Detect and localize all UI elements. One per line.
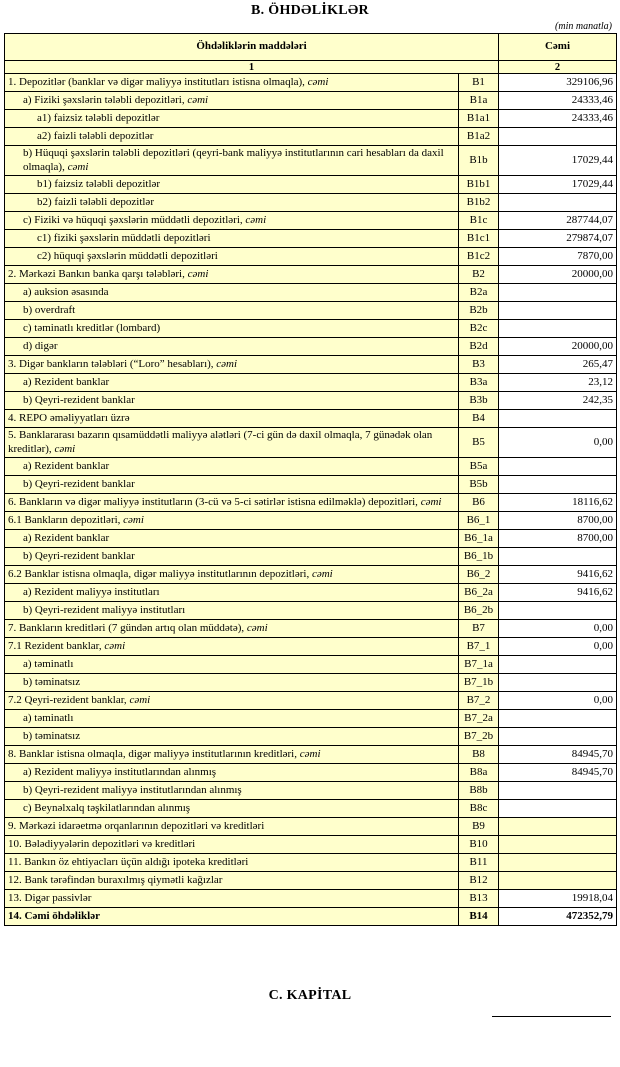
row-label: 6.1 Bankların depozitləri, cəmi	[5, 512, 459, 530]
row-value	[499, 128, 617, 146]
unit-note: (min manatla)	[555, 21, 612, 32]
row-value: 7870,00	[499, 248, 617, 266]
row-label: 4. REPO əməliyyatları üzrə	[5, 410, 459, 428]
row-value: 0,00	[499, 692, 617, 710]
row-value	[499, 320, 617, 338]
row-value	[499, 674, 617, 692]
row-value: 265,47	[499, 356, 617, 374]
table-row	[5, 230, 617, 248]
table-row	[5, 320, 617, 338]
row-code: B2	[459, 266, 499, 284]
row-code: B8	[459, 746, 499, 764]
row-value: 287744,07	[499, 212, 617, 230]
row-code: B12	[459, 872, 499, 890]
row-label: a) Rezident banklar	[5, 530, 459, 548]
row-value: 8700,00	[499, 530, 617, 548]
table-row	[5, 890, 617, 908]
table-row	[5, 176, 617, 194]
row-label: 13. Digər passivlər	[5, 890, 459, 908]
row-label: b) təminatsız	[5, 674, 459, 692]
row-value: 0,00	[499, 620, 617, 638]
table-row	[5, 818, 617, 836]
row-code: B2b	[459, 302, 499, 320]
table-row	[5, 428, 617, 458]
total-column-number: 2	[499, 61, 617, 74]
row-code: B3b	[459, 392, 499, 410]
row-code: B1b2	[459, 194, 499, 212]
row-label: b) Qeyri-rezident banklar	[5, 392, 459, 410]
row-label: a1) faizsiz tələbli depozitlər	[5, 110, 459, 128]
next-table-top-border	[492, 1016, 611, 1017]
row-label: 12. Bank tərəfindən buraxılmış qiymətli kağızlar	[5, 872, 459, 890]
row-value	[499, 782, 617, 800]
row-code: B1a2	[459, 128, 499, 146]
table-row	[5, 146, 617, 176]
table-row	[5, 248, 617, 266]
row-code: B3a	[459, 374, 499, 392]
row-value: 18116,62	[499, 494, 617, 512]
row-label: 6.2 Banklar istisna olmaqla, digər maliyyə institutlarının depozitləri, cəmi	[5, 566, 459, 584]
table-row	[5, 872, 617, 890]
row-code: B7_2a	[459, 710, 499, 728]
table-row	[5, 128, 617, 146]
table-row	[5, 92, 617, 110]
row-label: a) Fiziki şəxslərin tələbli depozitləri, cəmi	[5, 92, 459, 110]
row-label: b) Qeyri-rezident banklar	[5, 548, 459, 566]
row-value	[499, 728, 617, 746]
table-row	[5, 854, 617, 872]
row-value: 84945,70	[499, 746, 617, 764]
table-row	[5, 746, 617, 764]
row-value	[499, 800, 617, 818]
table-row	[5, 212, 617, 230]
row-label: b) Qeyri-rezident maliyyə institutlarından alınmış	[5, 782, 459, 800]
row-code: B8b	[459, 782, 499, 800]
row-label: b) təminatsız	[5, 728, 459, 746]
table-row	[5, 392, 617, 410]
row-code: B10	[459, 836, 499, 854]
row-value	[499, 854, 617, 872]
row-label: c2) hüquqi şəxslərin müddətli depozitləri	[5, 248, 459, 266]
table-row	[5, 530, 617, 548]
row-value: 279874,07	[499, 230, 617, 248]
row-value	[499, 602, 617, 620]
table-row	[5, 548, 617, 566]
row-code: B7_1	[459, 638, 499, 656]
table-body	[5, 74, 617, 926]
row-code: B5b	[459, 476, 499, 494]
row-code: B8c	[459, 800, 499, 818]
row-value: 329106,96	[499, 74, 617, 92]
row-label: 6. Bankların və digər maliyyə institutların (3-cü və 5-ci sətirlər istisna edilməklə) depozitləri, cəmi	[5, 494, 459, 512]
row-label: a) auksion əsasında	[5, 284, 459, 302]
row-code: B7_1b	[459, 674, 499, 692]
row-value: 24333,46	[499, 110, 617, 128]
row-label: c) Beynəlxalq təşkilatlarından alınmış	[5, 800, 459, 818]
table-row	[5, 110, 617, 128]
row-label: a2) faizli tələbli depozitlər	[5, 128, 459, 146]
table-row	[5, 728, 617, 746]
row-value: 19918,04	[499, 890, 617, 908]
row-code: B6_2a	[459, 584, 499, 602]
table-row	[5, 638, 617, 656]
row-label: 5. Banklararası bazarın qısamüddətli maliyyə alətləri (7-ci gün də daxil olmaqla, 7 günədək olan kreditlər), cəmi	[5, 428, 459, 458]
row-value: 472352,79	[499, 908, 617, 926]
row-value: 17029,44	[499, 176, 617, 194]
table-row	[5, 800, 617, 818]
row-label: b) Hüquqi şəxslərin tələbli depozitləri (qeyri-bank maliyyə institutlarının cari hesabları da daxil olmaqla), cəmi	[5, 146, 459, 176]
row-code: B11	[459, 854, 499, 872]
row-value	[499, 548, 617, 566]
row-code: B7_2	[459, 692, 499, 710]
table-row	[5, 410, 617, 428]
row-label: 7.2 Qeyri-rezident banklar, cəmi	[5, 692, 459, 710]
row-label: 9. Mərkəzi idarəetmə orqanlarının depozitləri və kreditləri	[5, 818, 459, 836]
items-column-header: Öhdəliklərin maddələri	[5, 34, 499, 61]
row-value: 0,00	[499, 428, 617, 458]
row-value: 84945,70	[499, 764, 617, 782]
table-row	[5, 194, 617, 212]
table-row	[5, 356, 617, 374]
row-label: a) Rezident banklar	[5, 374, 459, 392]
row-value	[499, 410, 617, 428]
row-code: B6	[459, 494, 499, 512]
row-value	[499, 476, 617, 494]
row-value: 9416,62	[499, 584, 617, 602]
row-code: B1b	[459, 146, 499, 176]
row-value: 242,35	[499, 392, 617, 410]
row-value: 0,00	[499, 638, 617, 656]
row-code: B9	[459, 818, 499, 836]
row-code: B13	[459, 890, 499, 908]
table-row	[5, 584, 617, 602]
row-code: B8a	[459, 764, 499, 782]
row-label: b1) faizsiz tələbli depozitlər	[5, 176, 459, 194]
row-code: B1a	[459, 92, 499, 110]
table-row	[5, 266, 617, 284]
row-code: B2a	[459, 284, 499, 302]
row-code: B6_1a	[459, 530, 499, 548]
row-value: 8700,00	[499, 512, 617, 530]
row-code: B1b1	[459, 176, 499, 194]
row-code: B1c	[459, 212, 499, 230]
table-row	[5, 620, 617, 638]
total-column-header: Cəmi	[499, 34, 617, 61]
table-row	[5, 566, 617, 584]
row-label: c) təminatlı kreditlər (lombard)	[5, 320, 459, 338]
row-value: 23,12	[499, 374, 617, 392]
table-row	[5, 458, 617, 476]
row-label: c) Fiziki və hüquqi şəxslərin müddətli depozitləri, cəmi	[5, 212, 459, 230]
table-row	[5, 692, 617, 710]
row-code: B7	[459, 620, 499, 638]
row-code: B6_2	[459, 566, 499, 584]
table-header	[5, 34, 617, 74]
table-row	[5, 836, 617, 854]
row-label: 11. Bankın öz ehtiyacları üçün aldığı ipoteka kreditləri	[5, 854, 459, 872]
row-value: 9416,62	[499, 566, 617, 584]
row-label: a) Rezident maliyyə institutlarından alınmış	[5, 764, 459, 782]
row-value: 17029,44	[499, 146, 617, 176]
table-row	[5, 602, 617, 620]
row-value	[499, 194, 617, 212]
row-code: B7_2b	[459, 728, 499, 746]
table-row	[5, 674, 617, 692]
row-label: 7.1 Rezident banklar, cəmi	[5, 638, 459, 656]
row-code: B1	[459, 74, 499, 92]
row-code: B5	[459, 428, 499, 458]
row-value: 20000,00	[499, 266, 617, 284]
next-section-title: C. KAPİTAL	[268, 988, 352, 1003]
row-value	[499, 818, 617, 836]
row-value	[499, 302, 617, 320]
row-value	[499, 872, 617, 890]
row-label: a) təminatlı	[5, 710, 459, 728]
row-label: 7. Bankların kreditləri (7 gündən artıq olan müddətə), cəmi	[5, 620, 459, 638]
row-label: b2) faizli tələbli depozitlər	[5, 194, 459, 212]
row-code: B1c1	[459, 230, 499, 248]
row-label: a) təminatlı	[5, 656, 459, 674]
row-label: a) Rezident maliyyə institutları	[5, 584, 459, 602]
table-row	[5, 374, 617, 392]
table-row	[5, 302, 617, 320]
row-label: b) Qeyri-rezident banklar	[5, 476, 459, 494]
liabilities-table	[4, 33, 617, 926]
table-row	[5, 908, 617, 926]
row-code: B14	[459, 908, 499, 926]
row-code: B1c2	[459, 248, 499, 266]
table-row	[5, 476, 617, 494]
row-code: B3	[459, 356, 499, 374]
items-column-number: 1	[5, 61, 499, 74]
row-label: a) Rezident banklar	[5, 458, 459, 476]
table-row	[5, 656, 617, 674]
row-label: b) overdraft	[5, 302, 459, 320]
row-label: 3. Digər bankların tələbləri (“Loro” hesabları), cəmi	[5, 356, 459, 374]
row-code: B6_1b	[459, 548, 499, 566]
row-value	[499, 836, 617, 854]
section-title: B. ÖHDƏLİKLƏR	[251, 3, 369, 18]
row-value	[499, 284, 617, 302]
row-label: 10. Bələdiyyələrin depozitləri və kreditləri	[5, 836, 459, 854]
row-label: 1. Depozitlər (banklar və digər maliyyə institutları istisna olmaqla), cəmi	[5, 74, 459, 92]
table-row	[5, 74, 617, 92]
row-label: b) Qeyri-rezident maliyyə institutları	[5, 602, 459, 620]
row-code: B2c	[459, 320, 499, 338]
table-row	[5, 284, 617, 302]
row-code: B6_2b	[459, 602, 499, 620]
row-value: 20000,00	[499, 338, 617, 356]
row-code: B7_1a	[459, 656, 499, 674]
table-row	[5, 782, 617, 800]
row-code: B2d	[459, 338, 499, 356]
row-label: 8. Banklar istisna olmaqla, digər maliyyə institutlarının kreditləri, cəmi	[5, 746, 459, 764]
row-label: 14. Cəmi öhdəliklər	[5, 908, 459, 926]
table-row	[5, 512, 617, 530]
table-row	[5, 710, 617, 728]
table-row	[5, 494, 617, 512]
row-label: d) digər	[5, 338, 459, 356]
row-value: 24333,46	[499, 92, 617, 110]
table-row	[5, 338, 617, 356]
row-code: B6_1	[459, 512, 499, 530]
row-value	[499, 458, 617, 476]
row-label: 2. Mərkəzi Bankın banka qarşı tələbləri, cəmi	[5, 266, 459, 284]
row-code: B4	[459, 410, 499, 428]
row-value	[499, 656, 617, 674]
row-value	[499, 710, 617, 728]
row-code: B5a	[459, 458, 499, 476]
row-code: B1a1	[459, 110, 499, 128]
row-label: c1) fiziki şəxslərin müddətli depozitləri	[5, 230, 459, 248]
table-row	[5, 764, 617, 782]
